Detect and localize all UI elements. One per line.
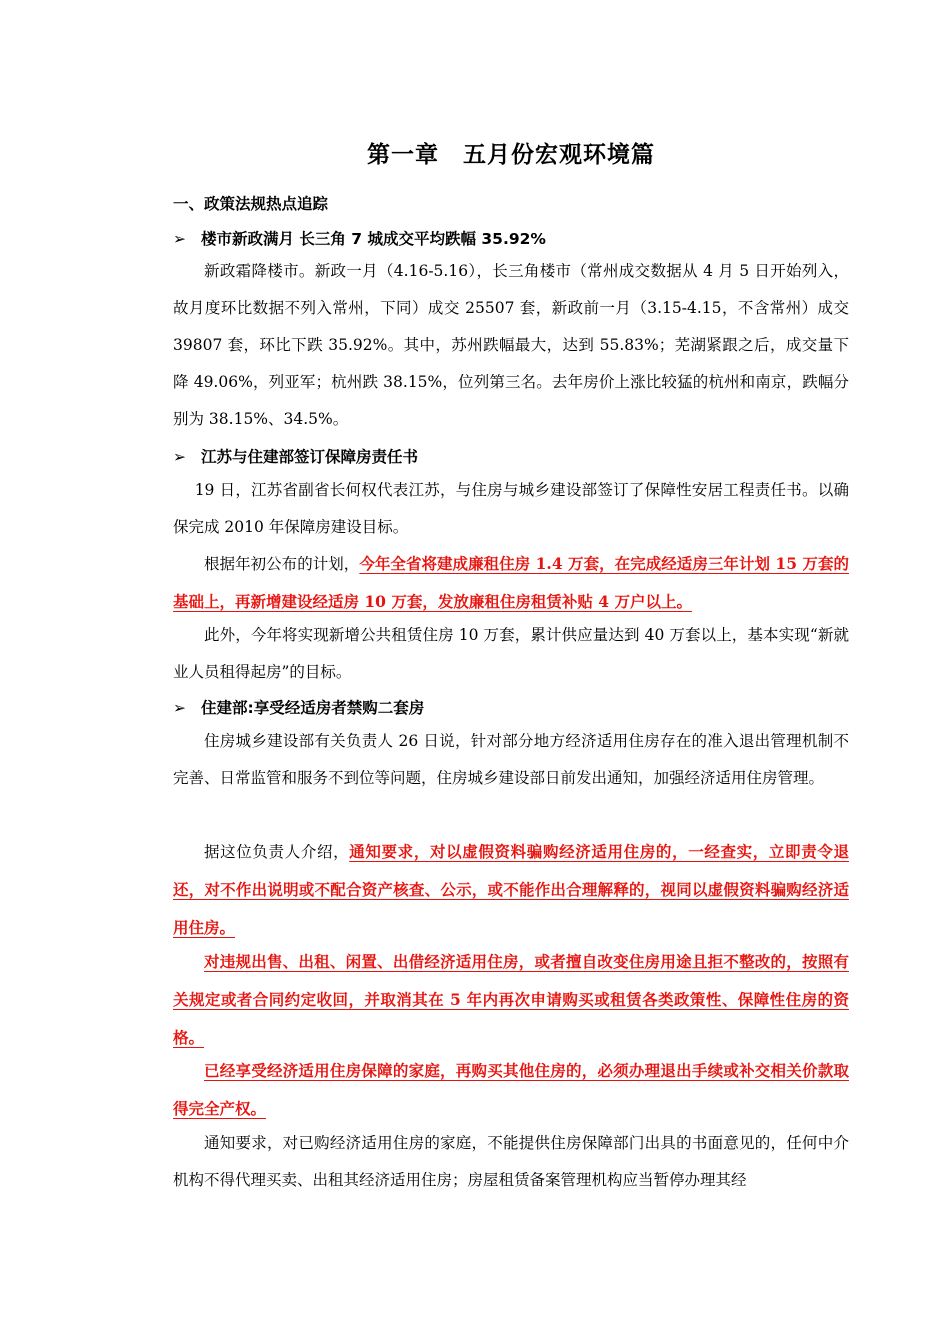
arrow-bullet-icon: ➢ <box>173 230 186 248</box>
arrow-bullet-icon: ➢ <box>173 448 186 466</box>
paragraph-highlight <box>173 833 849 947</box>
chapter-title: 第一章 五月份宏观环境篇 <box>367 142 655 168</box>
highlighted-text: 已经享受经济适用住房保障的家庭，再购买其他住房的，必须办理退出手续或补交相关价款取得完全产权。 <box>173 1061 849 1118</box>
paragraph-text: 据这位负责人介绍， <box>204 843 350 861</box>
highlighted-text: 通知要求，对以虚假资料骗购经济适用住房的，一经查实，立即责令退还，对不作出说明或不配合资产核查、公示，或不能作出合理解释的，视同以虚假资料骗购经济适用住房。 <box>173 842 849 937</box>
paragraph: 通知要求，对已购经济适用住房的家庭，不能提供住房保障部门出具的书面意见的，任何中介机构不得代理买卖、出租其经济适用住房；房屋租赁备案管理机构应当暂停办理其经 <box>173 1134 849 1189</box>
item-title: 住建部:享受经适房者禁购二套房 <box>201 699 425 717</box>
paragraph: 此外，今年将实现新增公共租赁住房 10 万套，累计供应量达到 40 万套以上，基本实现“新就业人员租得起房”的目标。 <box>173 626 849 681</box>
item-heading-2 <box>173 445 418 467</box>
paragraph-highlight <box>173 545 849 621</box>
item-heading-1 <box>173 227 546 249</box>
item-heading-3 <box>173 696 424 718</box>
highlighted-text: 对违规出售、出租、闲置、出借经济适用住房，或者擅自改变住房用途且拒不整改的，按照有关规定或者合同约定收回，并取消其在 5 年内再次申请购买或租赁各类政策性、保障性住房的资格。 <box>173 952 849 1047</box>
section-heading: 一、政策法规热点追踪 <box>173 195 329 213</box>
item-title: 江苏与住建部签订保障房责任书 <box>201 448 419 466</box>
item-title: 楼市新政满月 长三角 7 城成交平均跌幅 35.92% <box>201 230 546 248</box>
paragraph: 新政霜降楼市。新政一月（4.16-5.16），长三角楼市（常州成交数据从 4 月 5 日开始列入，故月度环比数据不列入常州，下同）成交 25507 套，新政前一月（3.15-4.15，不含常州）成交 39807 套，环比下跌 35.92%。其中，苏州跌幅最大，达到 55.83%；芜湖紧跟之后，成交量下降 49.06%，列亚军；杭州跌 38.15%，位列第三名。去年房价上涨比较猛的杭州和南京，跌幅分别为 38.15%、34.5%。 <box>173 262 849 428</box>
paragraph-highlight <box>173 1052 849 1128</box>
paragraph: 住房城乡建设部有关负责人 26 日说，针对部分地方经济适用住房存在的准入退出管理机制不完善、日常监管和服务不到位等问题，住房城乡建设部日前发出通知，加强经济适用住房管理。 <box>173 732 849 787</box>
arrow-bullet-icon: ➢ <box>173 699 186 717</box>
paragraph-text: 根据年初公布的计划， <box>204 555 360 573</box>
highlighted-text: 今年全省将建成廉租住房 1.4 万套，在完成经适房三年计划 15 万套的基础上，再新增建设经适房 10 万套，发放廉租住房租赁补贴 4 万户以上。 <box>173 554 849 611</box>
paragraph: 19 日，江苏省副省长何权代表江苏，与住房与城乡建设部签订了保障性安居工程责任书。以确保完成 2010 年保障房建设目标。 <box>173 481 849 536</box>
paragraph-highlight <box>173 943 849 1057</box>
